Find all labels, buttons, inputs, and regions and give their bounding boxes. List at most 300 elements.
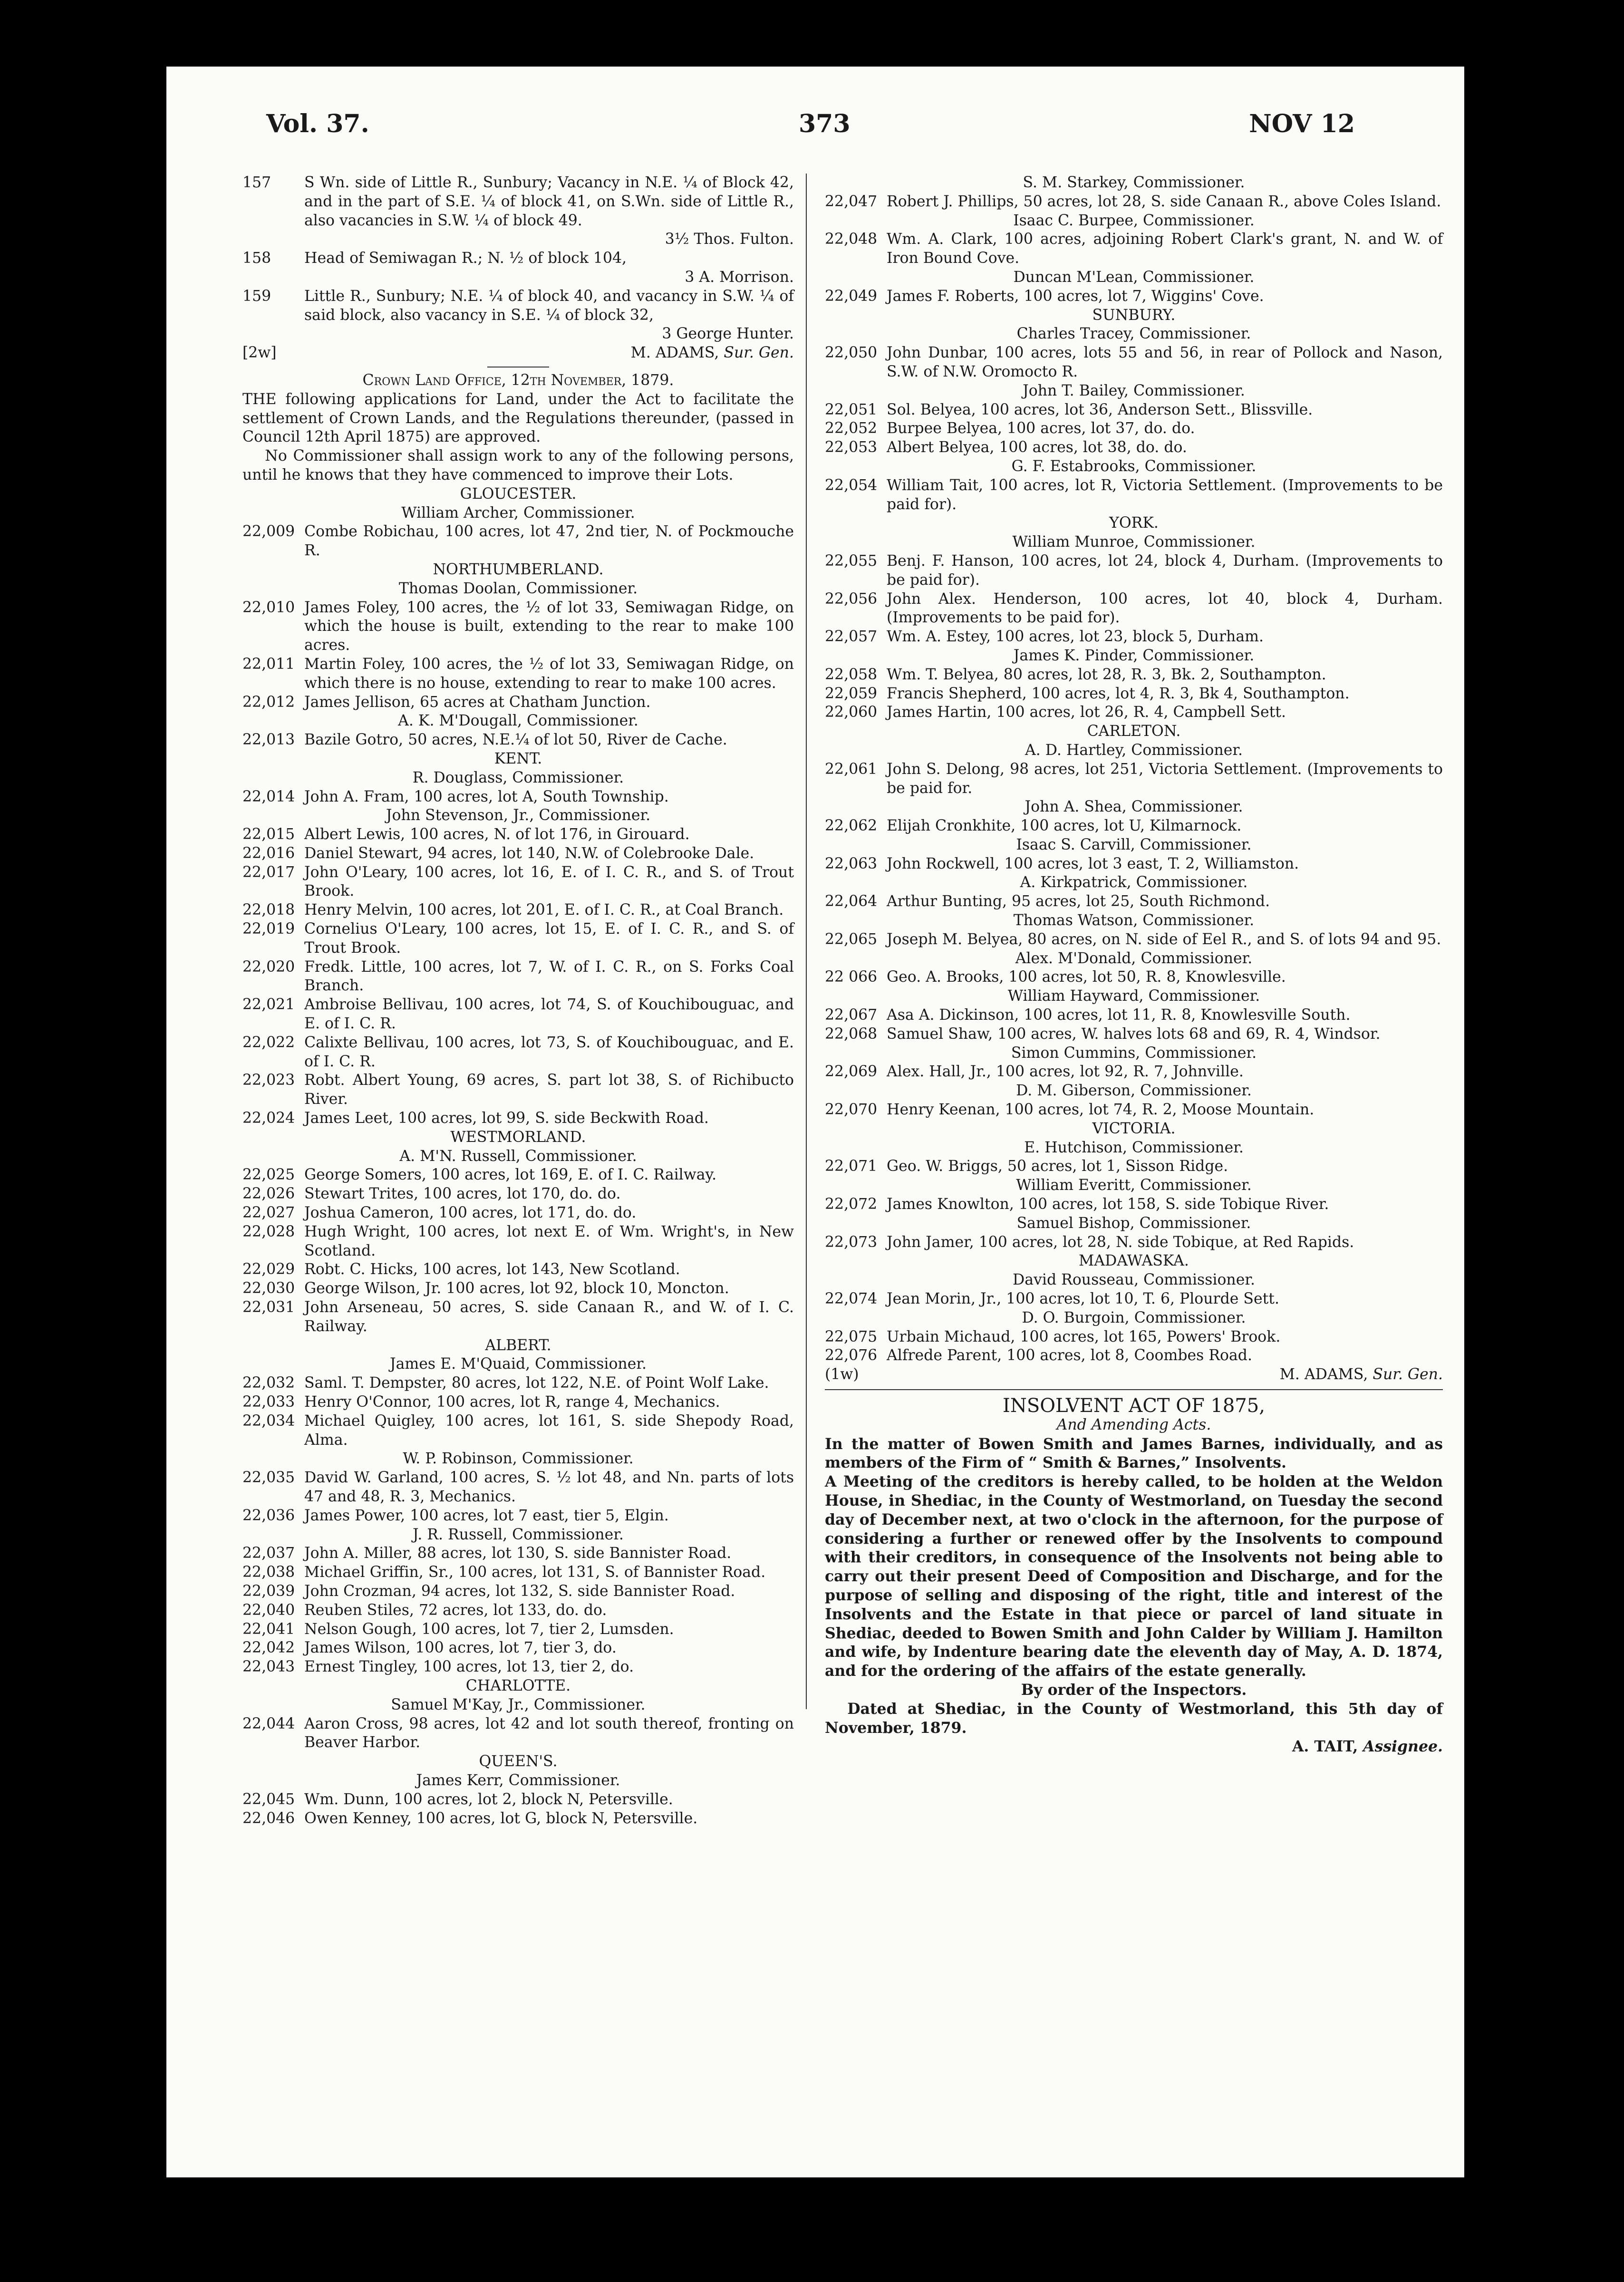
application-entry (242, 825, 794, 844)
application-description: John S. Delong, 98 acres, lot 251, Victoria Settlement. (Improvements to be paid for. (887, 760, 1443, 797)
application-number: 22,022 (242, 1034, 295, 1051)
notice-condition: No Commissioner shall assign work to any of the following persons, until he knows that they have commenced to improve their Lots. (242, 447, 794, 483)
application-description: John Crozman, 94 acres, lot 132, S. side Bannister Road. (304, 1582, 735, 1600)
right-column (825, 174, 1443, 1756)
application-entry (242, 1185, 794, 1204)
application-description: Bazile Gotro, 50 acres, N.E.¼ of lot 50, River de Cache. (304, 731, 727, 749)
column-rule (806, 174, 807, 1709)
application-description: Joseph M. Belyea, 80 acres, on N. side of Eel R., and S. of lots 94 and 95. (887, 930, 1441, 948)
application-number: 22,051 (825, 401, 878, 418)
commissioner-line: J. R. Russell, Commissioner. (413, 1526, 624, 1543)
application-description: John Arseneau, 50 acres, S. side Canaan R., and W. of I. C. Railway. (304, 1299, 794, 1335)
lot-entry (242, 287, 794, 344)
application-entry (825, 685, 1443, 704)
lot-description-block (304, 287, 794, 344)
application-entry (242, 1601, 794, 1620)
application-entry (242, 1034, 794, 1072)
commissioner-line: John A. Shea, Commissioner. (1025, 798, 1243, 816)
application-description: John Dunbar, 100 acres, lots 55 and 56, in rear of Pollock and Nason, S.W. of N.W. Oromocto R. (887, 344, 1443, 380)
application-entry (242, 693, 794, 712)
application-number: 22,034 (242, 1412, 295, 1430)
county-heading: VICTORIA. (1092, 1120, 1176, 1137)
application-entry (242, 731, 794, 750)
application-number: 22,046 (242, 1809, 295, 1827)
application-number: 22,042 (242, 1639, 295, 1657)
commissioner-line: Isaac C. Burpee, Commissioner. (1013, 212, 1255, 229)
application-description: James Power, 100 acres, lot 7 east, tier 5, Elgin. (304, 1507, 669, 1524)
county-heading: SUNBURY. (1092, 306, 1176, 324)
commissioner-line: William Hayward, Commissioner. (1007, 987, 1260, 1005)
application-number: 22,017 (242, 863, 295, 881)
notice-signature (825, 1365, 1443, 1384)
application-entry (825, 760, 1443, 798)
commissioner-line: James Kerr, Commissioner. (416, 1771, 620, 1789)
commissioner-line: S. M. Starkey, Commissioner. (1023, 174, 1245, 191)
application-entry (242, 655, 794, 693)
application-description: James Foley, 100 acres, the ½ of lot 33, Semiwagan Ridge, on which the house is built, extending to the rear to make 100 acres. (304, 599, 794, 654)
lot-grantee-name: A. Morrison. (699, 268, 794, 286)
insolvent-title: INSOLVENT ACT OF 1875, (1003, 1395, 1265, 1417)
application-entry (825, 438, 1443, 457)
application-number: 22,011 (242, 655, 295, 673)
application-number: 22,027 (242, 1204, 295, 1222)
application-description: John Jamer, 100 acres, lot 28, N. side Tobique, at Red Rapids. (887, 1233, 1354, 1251)
application-number: 22,071 (825, 1158, 878, 1175)
application-entry (242, 1715, 794, 1753)
application-description: George Wilson, Jr. 100 acres, lot 92, block 10, Moncton. (304, 1280, 729, 1297)
signer-name: M. ADAMS, (1279, 1366, 1368, 1383)
application-entry (825, 552, 1443, 590)
application-description: Burpee Belyea, 100 acres, lot 37, do. do. (887, 420, 1195, 437)
application-number: 22,016 (242, 844, 295, 862)
application-number: 22,036 (242, 1507, 295, 1524)
application-entry (242, 599, 794, 655)
application-entry (242, 920, 794, 958)
lot-amount: 3 (685, 268, 695, 286)
application-description: Alfrede Parent, 100 acres, lot 8, Coombes Road. (887, 1347, 1252, 1364)
county-heading: YORK. (1109, 514, 1159, 532)
insolvent-matter: In the matter of Bowen Smith and James Barnes, individually, and as members of the Firm of “ Smith & Barnes,” Insolvents. (825, 1435, 1443, 1472)
application-description: Saml. T. Dempster, 80 acres, lot 122, N.E. of Point Wolf Lake. (304, 1374, 769, 1392)
application-description: Calixte Bellivau, 100 acres, lot 73, S. of Kouchibouguac, and E. of I. C. R. (304, 1034, 794, 1070)
commissioner-line: Thomas Watson, Commissioner. (1013, 912, 1255, 929)
application-number: 22,015 (242, 826, 295, 843)
application-number: 22,012 (242, 693, 295, 711)
commissioner-line: D. O. Burgoin, Commissioner. (1022, 1309, 1246, 1326)
notice-dateline: Crown Land Office, 12th November, 1879. (362, 371, 674, 389)
lot-grantee-name: George Hunter. (676, 325, 794, 343)
application-number: 22,074 (825, 1290, 878, 1308)
insolvent-order: By order of the Inspectors. (1021, 1681, 1247, 1699)
commissioner-line: John Stevenson, Jr., Commissioner. (386, 807, 651, 824)
application-entry (242, 1223, 794, 1261)
commissioner-line: Alex. M'Donald, Commissioner. (1015, 949, 1253, 967)
insertion-mark: [2w] (242, 344, 277, 362)
application-entry (825, 590, 1443, 628)
application-description: Reuben Stiles, 72 acres, lot 133, do. do. (304, 1601, 607, 1619)
lot-description: Little R., Sunbury; N.E. ¼ of block 40, and vacancy in S.W. ¼ of said block, also vacancy in S.E. ¼ of block 32, (304, 287, 794, 324)
application-number: 22,018 (242, 901, 295, 919)
insolvent-subtitle: And Amending Acts. (1056, 1416, 1211, 1433)
application-number: 22,048 (825, 231, 878, 248)
application-entry (825, 230, 1443, 268)
page-number: 373 (799, 109, 851, 138)
application-description: Alex. Hall, Jr., 100 acres, lot 92, R. 7, Johnville. (887, 1063, 1244, 1081)
application-description: Martin Foley, 100 acres, the ½ of lot 33, Semiwagan Ridge, on which there is no house, extending to rear to make 100 acres. (304, 655, 794, 692)
application-description: Michael Griffin, Sr., 100 acres, lot 131, S. of Bannister Road. (304, 1564, 766, 1581)
application-entry (242, 1071, 794, 1109)
commissioner-line: John T. Bailey, Commissioner. (1023, 382, 1245, 399)
application-entry (242, 1620, 794, 1639)
application-number: 22,068 (825, 1025, 878, 1043)
application-number: 22,044 (242, 1715, 295, 1732)
application-entry (242, 1809, 794, 1828)
application-description: Benj. F. Hanson, 100 acres, lot 24, block 4, Durham. (Improvements to be paid for). (887, 552, 1443, 589)
application-description: Jean Morin, Jr., 100 acres, lot 10, T. 6, Plourde Sett. (887, 1290, 1279, 1308)
application-entry (825, 476, 1443, 514)
lot-description-block (304, 249, 794, 287)
signer-name: M. ADAMS, (630, 344, 719, 362)
application-number: 22,033 (242, 1393, 295, 1411)
application-number: 22,037 (242, 1545, 295, 1562)
application-entry (825, 1063, 1443, 1082)
application-entry (242, 1204, 794, 1223)
county-heading: GLOUCESTER. (460, 485, 577, 503)
application-description: Albert Belyea, 100 acres, lot 38, do. do. (887, 439, 1187, 456)
application-entry (825, 666, 1443, 685)
assignee-name: A. TAIT, (1292, 1738, 1358, 1756)
application-description: Henry Melvin, 100 acres, lot 201, E. of I. C. R., at Coal Branch. (304, 901, 784, 919)
application-entry (825, 287, 1443, 306)
application-number: 22,076 (825, 1347, 878, 1364)
application-number: 22,055 (825, 552, 878, 570)
application-number: 22,013 (242, 731, 295, 749)
application-entry (825, 703, 1443, 722)
application-entry (242, 788, 794, 807)
application-entry (825, 401, 1443, 420)
issue-date: NOV 12 (1249, 109, 1355, 138)
lot-grantee-name: Thos. Fulton. (694, 231, 794, 248)
application-description: James F. Roberts, 100 acres, lot 7, Wiggins' Cove. (887, 287, 1264, 305)
commissioner-line: A. M'N. Russell, Commissioner. (399, 1147, 637, 1165)
lot-number: 157 (242, 174, 271, 191)
application-entry (242, 958, 794, 996)
lot-entry (242, 174, 794, 249)
application-description: Ernest Tingley, 100 acres, lot 13, tier 2, do. (304, 1658, 634, 1676)
application-number: 22,040 (242, 1601, 295, 1619)
application-entry (825, 892, 1443, 911)
application-description: Wm. T. Belyea, 80 acres, lot 28, R. 3, Bk. 2, Southampton. (887, 666, 1326, 683)
application-number: 22,052 (825, 420, 878, 437)
application-number: 22,043 (242, 1658, 295, 1676)
previous-notice-signature (242, 344, 794, 363)
volume-label: Vol. 37. (266, 109, 369, 138)
application-entry (242, 1260, 794, 1279)
application-entry (242, 901, 794, 920)
lot-amount: 3½ (665, 231, 689, 248)
application-description: John A. Miller, 88 acres, lot 130, S. side Bannister Road. (304, 1545, 732, 1562)
application-number: 22,020 (242, 958, 295, 976)
county-heading: MADAWASKA. (1079, 1252, 1189, 1270)
application-description: Geo. A. Brooks, 100 acres, lot 50, R. 8, Knowlesville. (887, 968, 1286, 986)
county-heading: QUEEN'S. (479, 1753, 558, 1770)
application-description: Joshua Cameron, 100 acres, lot 171, do. do. (304, 1204, 637, 1222)
application-entry (825, 855, 1443, 874)
application-description: James Jellison, 65 acres at Chatham Junction. (304, 693, 651, 711)
application-entry (825, 419, 1443, 438)
application-description: John A. Fram, 100 acres, lot A, South Township. (304, 788, 669, 805)
application-description: Ambroise Bellivau, 100 acres, lot 74, S. of Kouchibouguac, and E. of I. C. R. (304, 996, 794, 1033)
application-description: David W. Garland, 100 acres, S. ½ lot 48, and Nn. parts of lots 47 and 48, R. 3, Mechanics. (304, 1469, 794, 1505)
application-description: Combe Robichau, 100 acres, lot 47, 2nd tier, N. of Pockmouche R. (304, 523, 794, 560)
commissioner-line: Thomas Doolan, Commissioner. (398, 580, 638, 597)
application-number: 22,065 (825, 930, 878, 948)
application-number: 22,045 (242, 1790, 295, 1808)
assignee-title: Assignee. (1363, 1738, 1443, 1756)
commissioner-line: James E. M'Quaid, Commissioner. (390, 1355, 647, 1373)
application-description: Henry Keenan, 100 acres, lot 74, R. 2, Moose Mountain. (887, 1101, 1315, 1119)
application-description: Wm. Dunn, 100 acres, lot 2, block N, Petersville. (304, 1790, 673, 1808)
lot-grantee (304, 325, 794, 344)
application-number: 22,025 (242, 1166, 295, 1184)
left-column (242, 174, 794, 1828)
application-entry (825, 1233, 1443, 1252)
application-entry (242, 1563, 794, 1582)
signer-title: Sur. Gen. (724, 344, 794, 362)
application-number: 22,069 (825, 1063, 878, 1081)
insolvent-dated: Dated at Shediac, in the County of Westmorland, this 5th day of November, 1879. (825, 1700, 1443, 1737)
application-number: 22,041 (242, 1620, 295, 1638)
lot-description: S Wn. side of Little R., Sunbury; Vacancy in N.E. ¼ of Block 42, and in the part of S.E. ¼ of block 41, on S.Wn. side of Little R., also vacancies in S.W. ¼ of block 49. (304, 174, 794, 229)
application-description: John Alex. Henderson, 100 acres, lot 40, block 4, Durham. (Improvements to be paid for). (887, 590, 1443, 627)
application-description: Francis Shepherd, 100 acres, lot 4, R. 3, Bk 4, Southampton. (887, 685, 1350, 702)
application-number: 22,026 (242, 1185, 295, 1203)
insertion-mark: (1w) (825, 1366, 859, 1383)
application-description: Sol. Belyea, 100 acres, lot 36, Anderson Sett., Blissville. (887, 401, 1313, 418)
application-entry (242, 1298, 794, 1336)
application-description: Geo. W. Briggs, 50 acres, lot 1, Sisson Ridge. (887, 1158, 1228, 1175)
application-description: Arthur Bunting, 95 acres, lot 25, South Richmond. (887, 893, 1270, 910)
application-entry (825, 1006, 1443, 1025)
insolvent-body: A Meeting of the creditors is hereby called, to be holden at the Weldon House, in Shediac, in the County of Westmorland, on Tuesday the second day of December next, at two o'clock in the afternoon, for the purpose of considering a further or renewed offer by the Insolvents to compound with their creditors, in consequence of the Insolvents not being able to carry out their present Deed of Composition and Discharge, and for the purpose of selling and disposing of the right, title and interest of the Insolvents and the Estate in that piece or parcel of land situate in Shediac, deeded to Bowen Smith and John Calder by William J. Hamilton and wife, by Indenture bearing date the eleventh day of May, A. D. 1874, and for the ordering of the affairs of the estate generally. (825, 1473, 1443, 1680)
application-description: Asa A. Dickinson, 100 acres, lot 11, R. 8, Knowlesville South. (887, 1006, 1351, 1024)
application-entry (242, 1374, 794, 1393)
application-entry (242, 1582, 794, 1601)
application-number: 22,023 (242, 1072, 295, 1089)
application-number: 22,024 (242, 1110, 295, 1127)
application-number: 22,019 (242, 920, 295, 938)
commissioner-line: A. D. Hartley, Commissioner. (1025, 741, 1243, 759)
application-number: 22,054 (825, 476, 878, 494)
application-number: 22,029 (242, 1261, 295, 1278)
application-number: 22 066 (825, 968, 878, 986)
application-number: 22,038 (242, 1564, 295, 1581)
application-number: 22,061 (825, 760, 878, 778)
application-description: Wm. A. Estey, 100 acres, lot 23, block 5, Durham. (887, 628, 1264, 646)
application-description: James Leet, 100 acres, lot 99, S. side Beckwith Road. (304, 1110, 709, 1127)
application-description: Fredk. Little, 100 acres, lot 7, W. of I. C. R., on S. Forks Coal Branch. (304, 958, 794, 995)
application-description: Daniel Stewart, 94 acres, lot 140, N.W. of Colebrooke Dale. (304, 844, 754, 862)
commissioner-line: James K. Pinder, Commissioner. (1013, 647, 1255, 664)
application-number: 22,035 (242, 1469, 295, 1487)
lot-description: Head of Semiwagan R.; N. ½ of block 104, (304, 250, 627, 267)
application-entry (242, 1393, 794, 1412)
application-entry (825, 1195, 1443, 1214)
application-number: 22,062 (825, 817, 878, 835)
application-description: Stewart Trites, 100 acres, lot 170, do. do. (304, 1185, 621, 1203)
application-description: James Wilson, 100 acres, lot 7, tier 3, do. (304, 1639, 617, 1657)
application-entry (825, 930, 1443, 949)
application-number: 22,021 (242, 996, 295, 1014)
commissioner-line: Samuel Bishop, Commissioner. (1016, 1214, 1251, 1232)
application-entry (825, 1101, 1443, 1120)
application-number: 22,014 (242, 788, 295, 805)
application-number: 22,028 (242, 1223, 295, 1240)
application-description: Wm. A. Clark, 100 acres, adjoining Robert Clark's grant, N. and W. of Iron Bound Cove. (887, 231, 1443, 267)
application-entry (242, 1658, 794, 1677)
application-entry (825, 1157, 1443, 1176)
application-number: 22,056 (825, 590, 878, 608)
application-number: 22,067 (825, 1006, 878, 1024)
lot-entry (242, 249, 794, 287)
application-entry (242, 1166, 794, 1185)
commissioner-line: William Archer, Commissioner. (401, 504, 635, 522)
application-description: Albert Lewis, 100 acres, N. of lot 176, in Girouard. (304, 826, 690, 843)
county-heading: CARLETON. (1087, 723, 1181, 740)
gazette-page (166, 67, 1464, 2177)
application-entry (825, 628, 1443, 647)
application-description: John O'Leary, 100 acres, lot 16, E. of I. C. R., and S. of Trout Brook. (304, 863, 794, 900)
application-number: 22,032 (242, 1374, 295, 1392)
application-description: Urbain Michaud, 100 acres, lot 165, Powers' Brook. (887, 1328, 1281, 1345)
application-number: 22,075 (825, 1328, 878, 1345)
commissioner-line: A. K. M'Dougall, Commissioner. (398, 712, 638, 730)
insolvent-signature (825, 1737, 1443, 1756)
application-entry (242, 863, 794, 901)
application-entry (825, 1328, 1443, 1347)
application-description: John Rockwell, 100 acres, lot 3 east, T. 2, Williamston. (887, 855, 1299, 872)
application-entry (242, 1412, 794, 1450)
county-heading: CHARLOTTE. (465, 1677, 571, 1694)
application-description: Henry O'Connor, 100 acres, lot R, range 4, Mechanics. (304, 1393, 720, 1411)
application-description: Robert J. Phillips, 50 acres, lot 28, S. side Canaan R., above Coles Island. (887, 193, 1441, 210)
application-number: 22,009 (242, 523, 295, 541)
lot-grantee (304, 268, 794, 287)
commissioner-line: Samuel M'Kay, Jr., Commissioner. (391, 1696, 646, 1713)
application-entry (242, 522, 794, 561)
application-entry (242, 1790, 794, 1809)
county-heading: ALBERT. (485, 1336, 551, 1354)
application-number: 22,047 (825, 193, 878, 210)
application-entry (825, 1025, 1443, 1044)
application-entry (242, 1279, 794, 1298)
application-description: Robt. C. Hicks, 100 acres, lot 143, New Scotland. (304, 1261, 680, 1278)
commissioner-line: R. Douglass, Commissioner. (412, 769, 624, 786)
application-description: Samuel Shaw, 100 acres, W. halves lots 68 and 69, R. 4, Windsor. (887, 1025, 1381, 1043)
commissioner-line: G. F. Estabrooks, Commissioner. (1011, 457, 1257, 475)
application-number: 22,031 (242, 1299, 295, 1316)
application-description: James Knowlton, 100 acres, lot 158, S. side Tobique River. (887, 1196, 1329, 1213)
commissioner-line: E. Hutchison, Commissioner. (1024, 1139, 1244, 1156)
previous-notice-entries (242, 174, 794, 344)
application-entry (825, 968, 1443, 987)
application-number: 22,010 (242, 599, 295, 616)
application-number: 22,060 (825, 704, 878, 721)
application-description: Michael Quigley, 100 acres, lot 161, S. side Shepody Road, Alma. (304, 1412, 794, 1449)
application-number: 22,058 (825, 666, 878, 683)
application-description: James Hartin, 100 acres, lot 26, R. 4, Campbell Sett. (887, 704, 1286, 721)
application-entry (242, 1544, 794, 1563)
lot-number: 159 (242, 287, 271, 305)
commissioner-line: William Munroe, Commissioner. (1012, 533, 1256, 551)
application-number: 22,070 (825, 1101, 878, 1119)
county-heading: KENT. (494, 750, 542, 767)
commissioner-line: D. M. Giberson, Commissioner. (1016, 1082, 1252, 1100)
application-description: Owen Kenney, 100 acres, lot G, block N, Petersville. (304, 1809, 698, 1827)
application-entry (242, 1109, 794, 1128)
application-entry (242, 1639, 794, 1658)
application-number: 22,073 (825, 1233, 878, 1251)
application-number: 22,050 (825, 344, 878, 362)
application-description: Cornelius O'Leary, 100 acres, lot 15, E. of I. C. R., and S. of Trout Brook. (304, 920, 794, 957)
right-land-applications (825, 174, 1443, 1365)
application-description: Elijah Cronkhite, 100 acres, lot U, Kilmarnock. (887, 817, 1242, 835)
application-entry (242, 996, 794, 1034)
application-entry (242, 1469, 794, 1507)
application-entry (825, 1346, 1443, 1365)
application-description: Nelson Gough, 100 acres, lot 7, tier 2, Lumsden. (304, 1620, 674, 1638)
application-entry (825, 344, 1443, 382)
application-number: 22,053 (825, 439, 878, 456)
application-description: Hugh Wright, 100 acres, lot next E. of Wm. Wright's, in New Scotland. (304, 1223, 794, 1259)
commissioner-line: Duncan M'Lean, Commissioner. (1013, 268, 1255, 286)
page-header (166, 109, 1464, 166)
application-description: Robt. Albert Young, 69 acres, S. part lot 38, S. of Richibucto River. (304, 1072, 794, 1108)
lot-description-block (304, 174, 794, 249)
application-number: 22,072 (825, 1196, 878, 1213)
lot-grantee (304, 230, 794, 249)
notice-intro: THE following applications for Land, under the Act to facilitate the settlement of Crown Lands, and the Regulations thereunder, (passed in Council 12th April 1875) are approved. (242, 390, 794, 446)
application-number: 22,049 (825, 287, 878, 305)
application-number: 22,064 (825, 893, 878, 910)
application-entry (242, 1507, 794, 1526)
left-land-applications (242, 485, 794, 1828)
application-number: 22,059 (825, 685, 878, 702)
commissioner-line: A. Kirkpatrick, Commissioner. (1020, 874, 1248, 891)
signer-title: Sur. Gen. (1373, 1366, 1443, 1383)
commissioner-line: Isaac S. Carvill, Commissioner. (1016, 836, 1252, 853)
application-description: William Tait, 100 acres, lot R, Victoria Settlement. (Improvements to be paid for). (887, 476, 1443, 513)
commissioner-line: Simon Cummins, Commissioner. (1011, 1044, 1257, 1062)
application-entry (825, 1290, 1443, 1309)
application-number: 22,039 (242, 1582, 295, 1600)
application-description: Aaron Cross, 98 acres, lot 42 and lot south thereof, fronting on Beaver Harbor. (304, 1715, 794, 1751)
application-number: 22,030 (242, 1280, 295, 1297)
commissioner-line: W. P. Robinson, Commissioner. (403, 1450, 634, 1468)
application-entry (825, 193, 1443, 212)
application-entry (825, 817, 1443, 836)
county-heading: WESTMORLAND. (450, 1128, 586, 1146)
lot-amount: 3 (662, 325, 672, 343)
section-divider (825, 1389, 1443, 1390)
commissioner-line: Charles Tracey, Commissioner. (1016, 325, 1251, 343)
application-number: 22,063 (825, 855, 878, 872)
application-number: 22,057 (825, 628, 878, 646)
lot-number: 158 (242, 250, 271, 267)
application-description: George Somers, 100 acres, lot 169, E. of I. C. Railway. (304, 1166, 717, 1184)
application-entry (242, 844, 794, 863)
county-heading: NORTHUMBERLAND. (433, 561, 604, 578)
